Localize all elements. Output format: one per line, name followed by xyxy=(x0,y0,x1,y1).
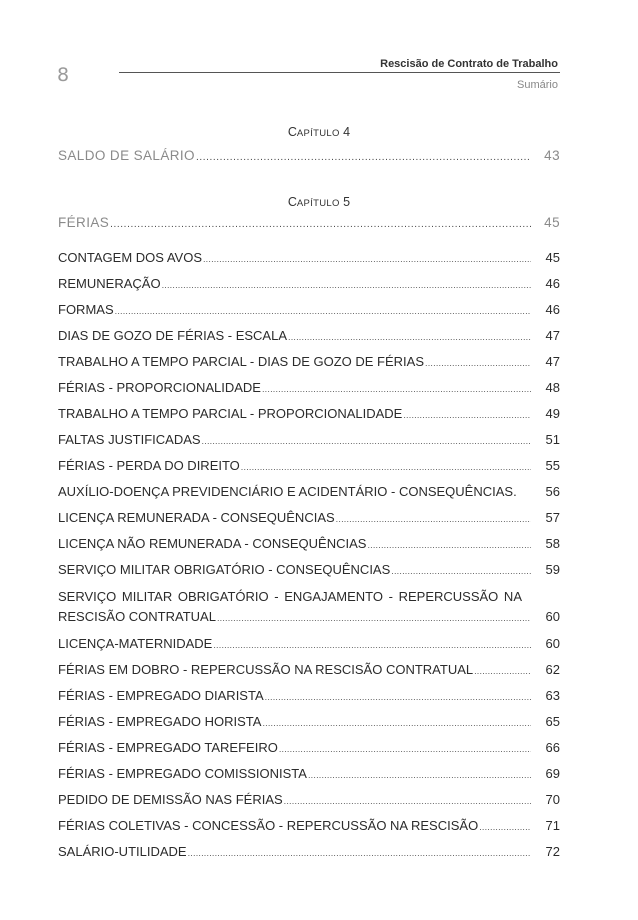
toc-entry-page: 60 xyxy=(545,636,560,651)
leader-dots xyxy=(203,254,531,264)
toc-entry-page: 60 xyxy=(545,609,560,624)
header-divider xyxy=(119,72,560,73)
toc-entry[interactable] xyxy=(58,740,560,755)
running-header-title: Rescisão de Contrato de Trabalho xyxy=(380,58,558,70)
chapter-number: 5 xyxy=(343,195,351,209)
chapter-heading-5 xyxy=(0,195,638,209)
toc-entry-page: 58 xyxy=(545,536,560,551)
toc-entry-page: 65 xyxy=(545,714,560,729)
toc-entry[interactable] xyxy=(58,250,560,265)
leader-dots xyxy=(213,640,531,650)
leader-dots xyxy=(367,540,531,550)
chapter-prefix: C xyxy=(287,195,297,209)
toc-entry-page: 70 xyxy=(545,792,560,807)
toc-entry-page: 56 xyxy=(545,484,560,499)
leader-dots xyxy=(479,822,531,832)
leader-dots xyxy=(288,332,531,342)
toc-entry-page: 69 xyxy=(545,766,560,781)
toc-entry-page: 49 xyxy=(545,406,560,421)
toc-entry-page: 59 xyxy=(545,562,560,577)
page-number: 8 xyxy=(57,64,70,86)
toc-entry-page: 66 xyxy=(545,740,560,755)
toc-entry-page: 47 xyxy=(545,354,560,369)
toc-entry-label: FÉRIAS - EMPREGADO TAREFEIRO xyxy=(58,740,278,755)
toc-entry-label: AUXÍLIO-DOENÇA PREVIDENCIÁRIO E ACIDENTÁRIO - CONSEQUÊNCIAS. xyxy=(58,484,517,499)
toc-entry[interactable] xyxy=(58,406,560,421)
toc-entry-label: CONTAGEM DOS AVOS xyxy=(58,250,202,265)
toc-entry-page: 63 xyxy=(545,688,560,703)
toc-entry[interactable] xyxy=(58,328,560,343)
toc-entry[interactable] xyxy=(58,562,560,577)
toc-major-entry-ferias[interactable] xyxy=(58,215,560,230)
leader-dots xyxy=(115,306,531,316)
toc-entry[interactable] xyxy=(58,818,560,833)
toc-entry-page: 45 xyxy=(545,250,560,265)
toc-entry[interactable] xyxy=(58,458,560,473)
toc-entry[interactable] xyxy=(58,714,560,729)
leader-dots xyxy=(196,152,531,163)
toc-entry-page: 43 xyxy=(544,148,560,163)
leader-dots xyxy=(202,436,531,446)
toc-entry-page: 55 xyxy=(545,458,560,473)
toc-entry-label: FÉRIAS - PROPORCIONALIDADE xyxy=(58,380,261,395)
toc-entry[interactable] xyxy=(58,766,560,781)
leader-dots xyxy=(391,566,531,576)
leader-dots xyxy=(188,848,531,858)
toc-entry-page: 46 xyxy=(545,276,560,291)
chapter-label: APÍTULO xyxy=(296,128,340,139)
toc-entry[interactable] xyxy=(58,276,560,291)
leader-dots xyxy=(265,692,531,702)
toc-entry[interactable] xyxy=(58,484,560,499)
leader-dots xyxy=(262,718,531,728)
chapter-prefix: C xyxy=(287,125,297,139)
toc-entry[interactable] xyxy=(58,792,560,807)
toc-entry-page: 57 xyxy=(545,510,560,525)
leader-dots xyxy=(279,744,531,754)
leader-dots xyxy=(425,358,531,368)
toc-entry-label: LICENÇA REMUNERADA - CONSEQUÊNCIAS xyxy=(58,510,335,525)
leader-dots xyxy=(308,770,531,780)
toc-entry-label: FÉRIAS xyxy=(58,215,110,230)
leader-dots xyxy=(284,796,531,806)
toc-entry-label: REMUNERAÇÃO xyxy=(58,276,161,291)
toc-entry[interactable] xyxy=(58,844,560,859)
toc-entry-line1[interactable]: SERVIÇO MILITAR OBRIGATÓRIO - ENGAJAMENTO - REPERCUSSÃO NA xyxy=(58,589,522,604)
toc-entry-label: FÉRIAS COLETIVAS - CONCESSÃO - REPERCUSSÃO NA RESCISÃO xyxy=(58,818,479,833)
chapter-heading-4 xyxy=(0,125,638,139)
leader-dots xyxy=(262,384,531,394)
toc-entry[interactable] xyxy=(58,609,560,624)
toc-entry-label: FALTAS JUSTIFICADAS xyxy=(58,432,201,447)
toc-entry-label: FÉRIAS - EMPREGADO COMISSIONISTA xyxy=(58,766,307,781)
toc-entry-label: LICENÇA-MATERNIDADE xyxy=(58,636,213,651)
leader-dots xyxy=(162,280,531,290)
leader-dots xyxy=(336,514,531,524)
chapter-label: APÍTULO xyxy=(296,198,340,209)
toc-major-entry-saldo-de-salario[interactable] xyxy=(58,148,560,163)
toc-entry-page: 45 xyxy=(544,215,560,230)
leader-dots xyxy=(110,219,531,230)
toc-entry-label: RESCISÃO CONTRATUAL xyxy=(58,609,216,624)
toc-entry-label: TRABALHO A TEMPO PARCIAL - DIAS DE GOZO DE FÉRIAS xyxy=(58,354,425,369)
toc-entry[interactable] xyxy=(58,432,560,447)
toc-entry[interactable] xyxy=(58,354,560,369)
toc-entry[interactable] xyxy=(58,302,560,317)
toc-entry-page: 51 xyxy=(545,432,560,447)
leader-dots xyxy=(403,410,531,420)
leader-dots xyxy=(217,613,531,623)
toc-entry[interactable] xyxy=(58,380,560,395)
toc-entry-label: SALÁRIO-UTILIDADE xyxy=(58,844,187,859)
toc-entry-label: PEDIDO DE DEMISSÃO NAS FÉRIAS xyxy=(58,792,283,807)
toc-entry-page: 71 xyxy=(545,818,560,833)
toc-entry-label: DIAS DE GOZO DE FÉRIAS - ESCALA xyxy=(58,328,287,343)
toc-entry[interactable] xyxy=(58,536,560,551)
toc-entry[interactable] xyxy=(58,662,560,677)
toc-entry-label: TRABALHO A TEMPO PARCIAL - PROPORCIONALIDADE xyxy=(58,406,403,421)
toc-entry-label: FÉRIAS - EMPREGADO HORISTA xyxy=(58,714,262,729)
toc-entry-label: SALDO DE SALÁRIO xyxy=(58,148,195,163)
running-header-subtitle: Sumário xyxy=(517,79,558,91)
toc-entry-label: FORMAS xyxy=(58,302,114,317)
toc-entry-page: 48 xyxy=(545,380,560,395)
leader-dots xyxy=(241,462,531,472)
toc-entry[interactable] xyxy=(58,636,560,651)
chapter-number: 4 xyxy=(343,125,351,139)
toc-entry[interactable] xyxy=(58,688,560,703)
toc-entry-label: SERVIÇO MILITAR OBRIGATÓRIO - CONSEQUÊNCIAS xyxy=(58,562,391,577)
toc-entry-page: 46 xyxy=(545,302,560,317)
toc-entry-label: FÉRIAS EM DOBRO - REPERCUSSÃO NA RESCISÃO CONTRATUAL xyxy=(58,662,474,677)
toc-entry-label: FÉRIAS - PERDA DO DIREITO xyxy=(58,458,240,473)
toc-entry-page: 72 xyxy=(545,844,560,859)
leader-dots xyxy=(474,666,531,676)
toc-entry-label: FÉRIAS - EMPREGADO DIARISTA xyxy=(58,688,264,703)
toc-entry-label: LICENÇA NÃO REMUNERADA - CONSEQUÊNCIAS xyxy=(58,536,367,551)
toc-entry-page: 47 xyxy=(545,328,560,343)
toc-entry[interactable] xyxy=(58,510,560,525)
toc-entry-page: 62 xyxy=(545,662,560,677)
